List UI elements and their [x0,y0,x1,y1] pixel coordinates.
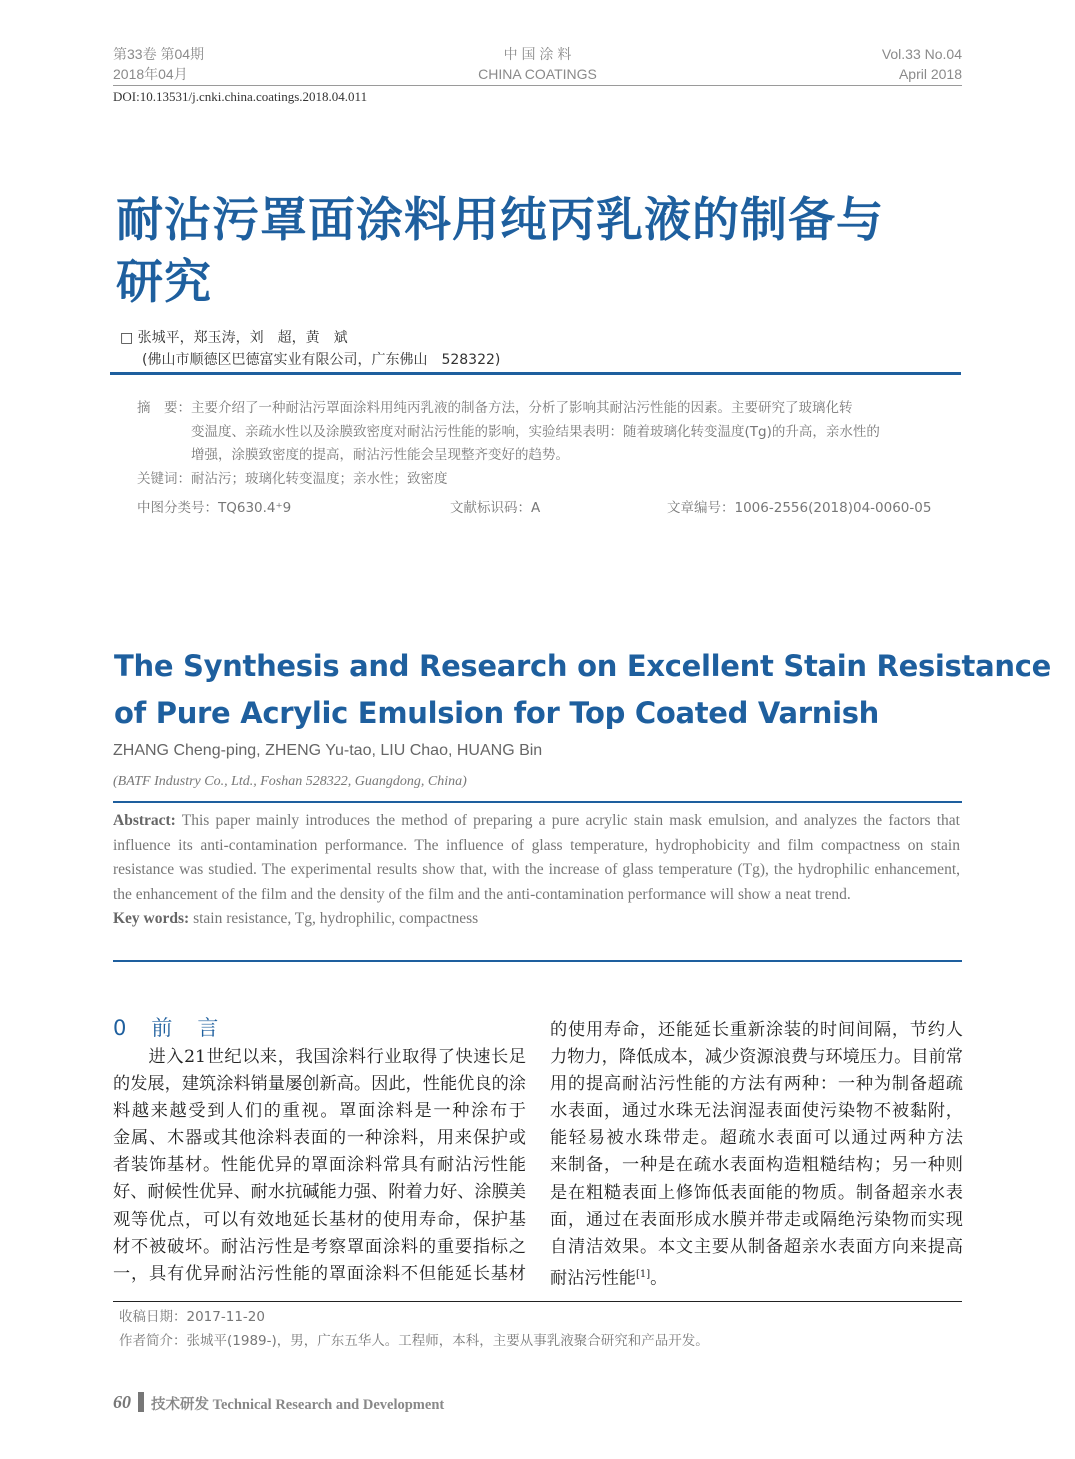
keywords-text: stain resistance, Tg, hydrophilic, compactness [189,910,479,927]
en-title [114,643,1051,737]
document-code: 文献标识码：A [450,500,541,516]
body-line: 能轻易被水珠带走。超疏水表面可以通过两种方法 [550,1128,963,1149]
en-divider-bottom [113,960,962,962]
body-column-left [113,1044,526,1288]
body-line: 力物力，降低成本，减少资源浪费与环境压力。目前常 [550,1047,963,1068]
page-number: 60 [113,1392,131,1412]
clc-number: 中图分类号：TQ630.4⁺9 [137,500,292,516]
body-line: 材不被破坏。耐沾污性是考察罩面涂料的重要指标之 [113,1236,526,1257]
cn-keywords: 关键词：耐沾污；玻璃化转变温度；亲水性；致密度 [137,470,448,487]
doi: DOI:10.13531/j.cnki.china.coatings.2018.04.011 [113,89,368,104]
en-abstract [113,809,960,932]
body-line: 水表面，通过水珠无法润湿表面使污染物不被黏附， [550,1101,963,1122]
article-number: 文章编号：1006-2556(2018)04-0060-05 [667,500,932,516]
body-line: 是在粗糙表面上修饰低表面能的物质。制备超亲水表 [550,1182,963,1203]
footnote [119,1305,709,1353]
cn-title-line: 研究 [116,255,212,310]
body-line: 好、耐候性优异、耐水抗碱能力强、附着力好、涂膜美 [113,1182,526,1203]
en-title-line: The Synthesis and Research on Excellent Stain Resistance [114,649,1051,683]
body-line: 一，具有优异耐沾污性能的罩面涂料不但能延长基材 [113,1263,526,1284]
body-line [550,1261,963,1293]
body-line: 金属、木器或其他涂料表面的一种涂料，用来保护或 [113,1128,526,1149]
en-affiliation: (BATF Industry Co., Ltd., Foshan 528322, Guangdong, China) [113,774,467,789]
body-line: 用的提高耐沾污性能的方法有两种：一种为制备超疏 [550,1074,963,1095]
body-line: 自清洁效果。本文主要从制备超亲水表面方向来提高 [550,1236,963,1257]
footnote-divider [113,1301,962,1302]
body-line: 观等优点，可以有效地延长基材的使用寿命，保护基 [113,1209,526,1230]
body-column-right [550,1017,963,1293]
body-text: 。 [650,1268,668,1289]
title-divider [110,372,961,375]
cn-title [116,190,884,314]
journal-name-cn: 中 国 涂 料 [503,46,572,62]
body-line: 者装饰基材。性能优异的罩面涂料常具有耐沾污性能 [113,1155,526,1176]
body-line: 面，通过在表面形成水膜并带走或隔绝污染物而实现 [550,1209,963,1230]
body-text: 耐沾污性能 [550,1268,636,1289]
volume-issue-en: Vol.33 No.04 [881,46,962,62]
cn-abstract-line: 摘 要：主要介绍了一种耐沾污罩面涂料用纯丙乳液的制备方法，分析了影响其耐沾污性能的因素。主要研究了玻璃化转 [137,400,853,416]
author-bio: 作者简介：张城平(1989-)，男，广东五华人。工程师，本科，主要从事乳液聚合研究和产品开发。 [119,1333,709,1349]
keywords-label: Key words: [113,910,190,927]
body-line: 料越来越受到人们的重视。罩面涂料是一种涂布于 [113,1101,526,1122]
issue-date-en: April 2018 [898,66,962,82]
en-authors: ZHANG Cheng-ping, ZHENG Yu-tao, LIU Chao, HUANG Bin [113,742,543,759]
abstract-label: Abstract: [113,812,176,829]
received-date: 收稿日期：2017-11-20 [119,1309,265,1325]
issue-date-cn: 2018年04月 [113,66,188,82]
cn-abstract-line: 增强，涂膜致密度的提高，耐沾污性能会呈现整齐变好的趋势。 [191,447,569,463]
column-name: 技术研发 Technical Research and Development [151,1397,445,1413]
cn-affiliation: (佛山市顺德区巴德富实业有限公司，广东佛山 528322) [142,352,501,368]
header-divider [113,85,962,86]
body-line: 来制备，一种是在疏水表面构造粗糙结构；另一种则 [550,1155,963,1176]
cn-abstract [137,397,932,491]
section-heading: 0 前 言 [113,1016,221,1040]
footer-bar [138,1392,144,1412]
body-line: 进入21世纪以来，我国涂料行业取得了快速长足 [113,1047,526,1067]
cn-authors: □ 张城平，郑玉涛，刘 超，黄 斌 [120,330,348,346]
cn-abstract-line: 变温度、亲疏水性以及涂膜致密度对耐沾污性能的影响，实验结果表明：随着玻璃化转变温度(Tg)的升高，亲水性的 [191,423,880,440]
cn-authors-block [120,327,500,371]
en-divider-top [113,801,962,803]
cn-title-line: 耐沾污罩面涂料用纯丙乳液的制备与 [116,193,884,248]
journal-name-en: CHINA COATINGS [478,66,597,82]
journal-issue-en [882,44,962,84]
abstract-text: This paper mainly introduces the method of preparing a pure acrylic stain mask emulsion, and analyzes the factors that influence its anti-contamination performance. The influence of glass temperature, hydrophobicity and film compactness on stain resistance was studied. The experimental results show that, with the increase of glass temperature (Tg), the hydrophilic enhancement, the enhancement of the film and the density of the film and the anti-contamination performance will show a neat trend. [113,812,960,903]
en-title-line: of Pure Acrylic Emulsion for Top Coated Varnish [114,696,880,730]
citation-ref[interactable]: [1] [635,1268,651,1280]
volume-issue: 第33卷 第04期 [113,46,205,62]
body-line: 的使用寿命，还能延长重新涂装的时间间隔，节约人 [550,1020,963,1040]
body-line: 的发展，建筑涂料销量屡创新高。因此，性能优良的涂 [113,1074,526,1095]
